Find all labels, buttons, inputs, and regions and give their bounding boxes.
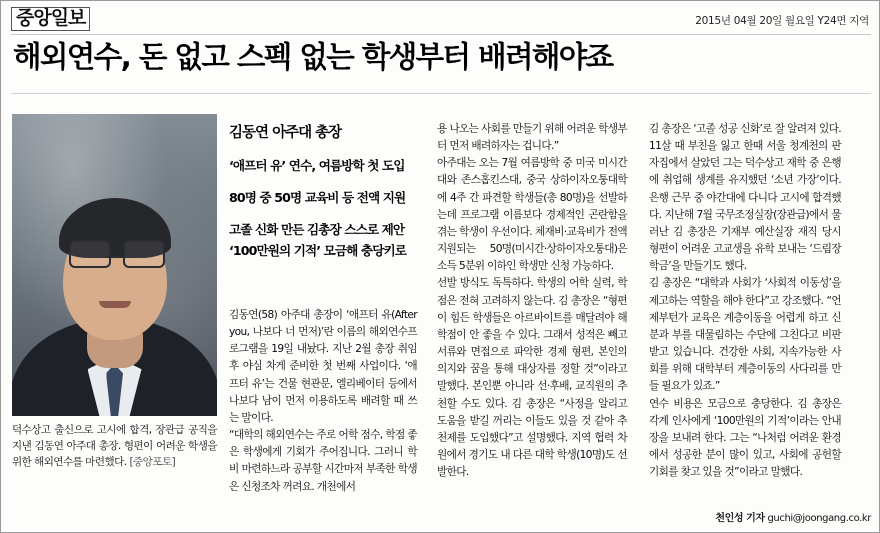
dateline: 2015년 04월 20일 월요일 Y24면 지역 [695,15,869,27]
photo-credit: [중앙포토] [129,455,176,468]
photo-glasses-bridge [107,256,123,258]
deck-line-3: 고졸 신화 만든 김총장 스스로 제안 [229,221,405,237]
article-photo [12,114,217,416]
reporter-name: 천인성 기자 [715,513,765,524]
article-headline: 해외연수, 돈 없고 스펙 없는 학생부터 배려해야죠 [13,40,613,74]
paragraph: 김동연(58) 아주대 총장이 ‘애프터 유(After you, 나보다 너 먼저)’란 이름의 해외연수프로그램을 19일 내놨다. 지난 2월 총장 취임 후 야심 차게 준비한 첫 번째 사업이다. ‘애프터 유’는 건물 현관문, 엘리베이터 등에서 나보다 남이 먼저 이용하도록 배려할 때 쓰는 말이다. [229,309,417,424]
paragraph: 김 총장은 “대학과 사회가 ‘사회적 이동성’을 제고하는 역할을 해야 한다”고 강조했다. “언제부턴가 교육은 계층이동을 어렵게 하고 신분과 부를 대물림하는 수단에 그친다고 비판받고 있습니다. 건강한 사회, 지속가능한 사회를 위해 대학부터 계층이동의 사다리를 만들 필요가 있죠.” [649,277,841,393]
photo-mouth [99,301,131,308]
paragraph: 연수 비용은 모금으로 충당한다. 김 총장은 각계 인사에게 ‘100만원의 기적’이라는 안내장을 보내려 한다. 그는 “나처럼 어려운 환경에서 성공한 분이 많이 있고, 사회에 공헌할 기회를 찾고 있을 것”이라고 말했다. [649,397,841,479]
deck-byline: 김동연 아주대 총장 [229,125,342,141]
reporter-email: guchi@joongang.co.kr [767,513,871,524]
body-column-3 [649,121,841,481]
deck-line-1: ‘애프터 유’ 연수, 여름방학 첫 도입 [229,158,405,173]
deck-line-2: 80명 중 50명 교육비 등 전액 지원 [229,189,406,205]
photo-caption [12,423,217,470]
headline-divider [11,93,871,94]
reporter-byline [649,509,871,524]
paragraph: 선발 방식도 독특하다. 학생의 어학 실력, 학점은 전혀 고려하지 않는다. 김 총장은 “형편이 힘든 학생들은 아르바이트를 매달려야 해 학점이 안 좋을 수 있다. 그래서 성적은 빼고 서류와 면접으로 파악한 경제 형편, 본인의 의지와 꿈을 통해 대상자를 정할 것”이라고 말했다. 본인뿐 아니라 선·후배, 교직원의 추천할 수도 있다. 김 총장은 “사정을 알리고 도움을 받길 꺼리는 이들도 있을 것 같아 추천제를 도입했다”고 설명했다. 지역 협력 차원에서 경기도 내 다른 대학 학생(10명)도 선발한다. [437,277,627,479]
masthead-divider [11,34,871,35]
masthead [11,7,871,33]
photo-glasses-left [69,240,111,268]
body-column-2 [437,121,627,481]
paragraph: 김 총장은 ‘고졸 성공 신화’로 잘 알려져 있다. 11살 때 부친을 잃고 한때 서울 청계천의 판자집에서 살았던 그는 덕수상고 재학 중 은행에 취업해 생계를 유지했던 ‘소년 가장’이다. 은행 근무 중 야간대에 다니다 고시에 합격했다. 지난해 7월 국무조정실장(장관급)에서 물러난 김 총장은 기재부 예산실장 재직 당시 형편이 어려운 고교생을 유학 보내는 ‘드림장학금’을 만들기도 했다. [649,123,841,273]
body-column-1 [229,307,417,496]
paragraph: 용 나오는 사회를 만들기 위해 어려운 학생부터 먼저 배려하자는 겁니다.” [437,123,627,153]
paragraph: “대학의 해외연수는 주로 어학 점수, 학점 좋은 학생에게 기회가 주어집니다. 그러니 학비 마련하느라 공부할 시간마저 부족한 학생은 신청조차 꺼려요. 개천에서 [229,429,417,493]
paragraph: 아주대는 오는 7월 여름방학 중 미국 미시간대와 존스홉킨스대, 중국 상하이자오퉁대학에 4주 간 파견할 학생들(총 80명)을 선발하는데 프로그램 이름보다 경제적인 곤란함을 겪는 학생이 우선이다. 체재비·교육비가 전액 지원되는 50명(미시간·상하이자오퉁대)은 소득 5분위 이하인 학생만 신청 가능하다. [437,157,627,273]
photo-glasses-right [123,240,165,268]
photo-block [12,114,217,470]
deck-line-4: ‘100만원의 기적’ 모금해 충당키로 [229,242,406,258]
photo-caption-text: 덕수상고 출신으로 고시에 합격, 장관급 공직을 지낸 김동연 아주대 총장. 형편이 어려운 학생을 위한 해외연수를 마련했다. [12,424,217,468]
article-deck [229,121,417,274]
newspaper-logo: 중앙일보 [11,7,90,31]
